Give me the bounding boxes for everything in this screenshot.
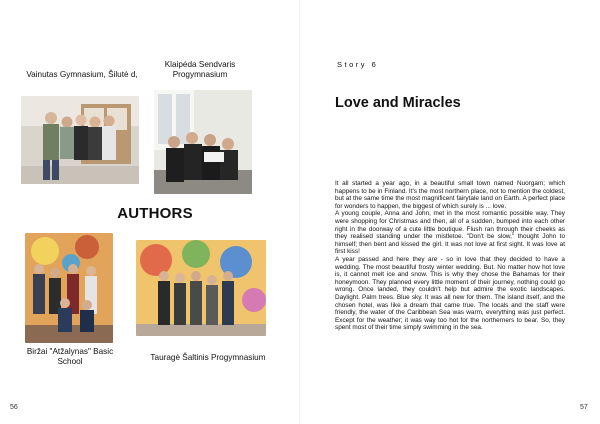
school-caption-taurage: Tauragė Šaltinis Progymnasium — [150, 353, 266, 362]
story-label: Story 6 — [337, 60, 379, 69]
story-paragraph: It all started a year ago, in a beautiful small town named Nuorgam; which happens to be in Finland. It's the most northern place, not to mention the coldest, but at the same time the most magnificent fairytale land on Earth. A perfect place for wonders to happen, the biggest of which surely is ... love. — [335, 180, 565, 210]
school-caption-klaipeda: Klaipėda Sendvaris Progymnasium — [164, 60, 236, 79]
photo-taurage-group — [136, 240, 266, 336]
story-title: Love and Miracles — [335, 95, 461, 111]
school-caption-birzai: Biržai "Atžalynas" Basic School — [26, 347, 114, 366]
authors-heading: AUTHORS — [117, 205, 193, 222]
photo-klaipeda-group — [154, 90, 252, 194]
story-paragraph: A year passed and here they are - so in love that they decided to have a wedding. The most beautiful frosty winter wedding. But. No matter how hot love is, it cannot melt ice and snow. This is why they chose the Bahamas for their honeymoon. They planned every little moment of their journey, nothing could go wrong. Once landed, they couldn't help but admire the exotic landscapes. Daylight. Palm trees. Blue sky. It was all new for them. The island itself, and the chosen hotel, was like a dream that came true. The locals and the staff were friendly, the water of the Caribbean Sea was warm, everything was just perfect. Except for the weather; it was way too hot for the northerners to bear. So, they spent most of their time simply swimming in the sea. — [335, 255, 565, 332]
story-body — [335, 180, 565, 332]
photo-birzai-group — [25, 233, 113, 343]
school-caption-vainutas: Vainutas Gymnasium, Šilutė d, — [26, 70, 138, 79]
story-paragraph: A young couple, Anna and John, met in the most romantic possible way. They were shopping for Christmas and then, all of a sudden, bumped into each other right in the doorway of a cute little boutique. Flush ran through their cheeks as they realised standing under the mistletoe. "Don't be slow," thought John to himself; then bent and kissed the girl. It was not love at first sight. It was love at first kiss! — [335, 210, 565, 256]
page-number-right: 57 — [580, 404, 588, 411]
page-number-left: 56 — [10, 404, 18, 411]
photo-vainutas-group — [21, 96, 139, 184]
